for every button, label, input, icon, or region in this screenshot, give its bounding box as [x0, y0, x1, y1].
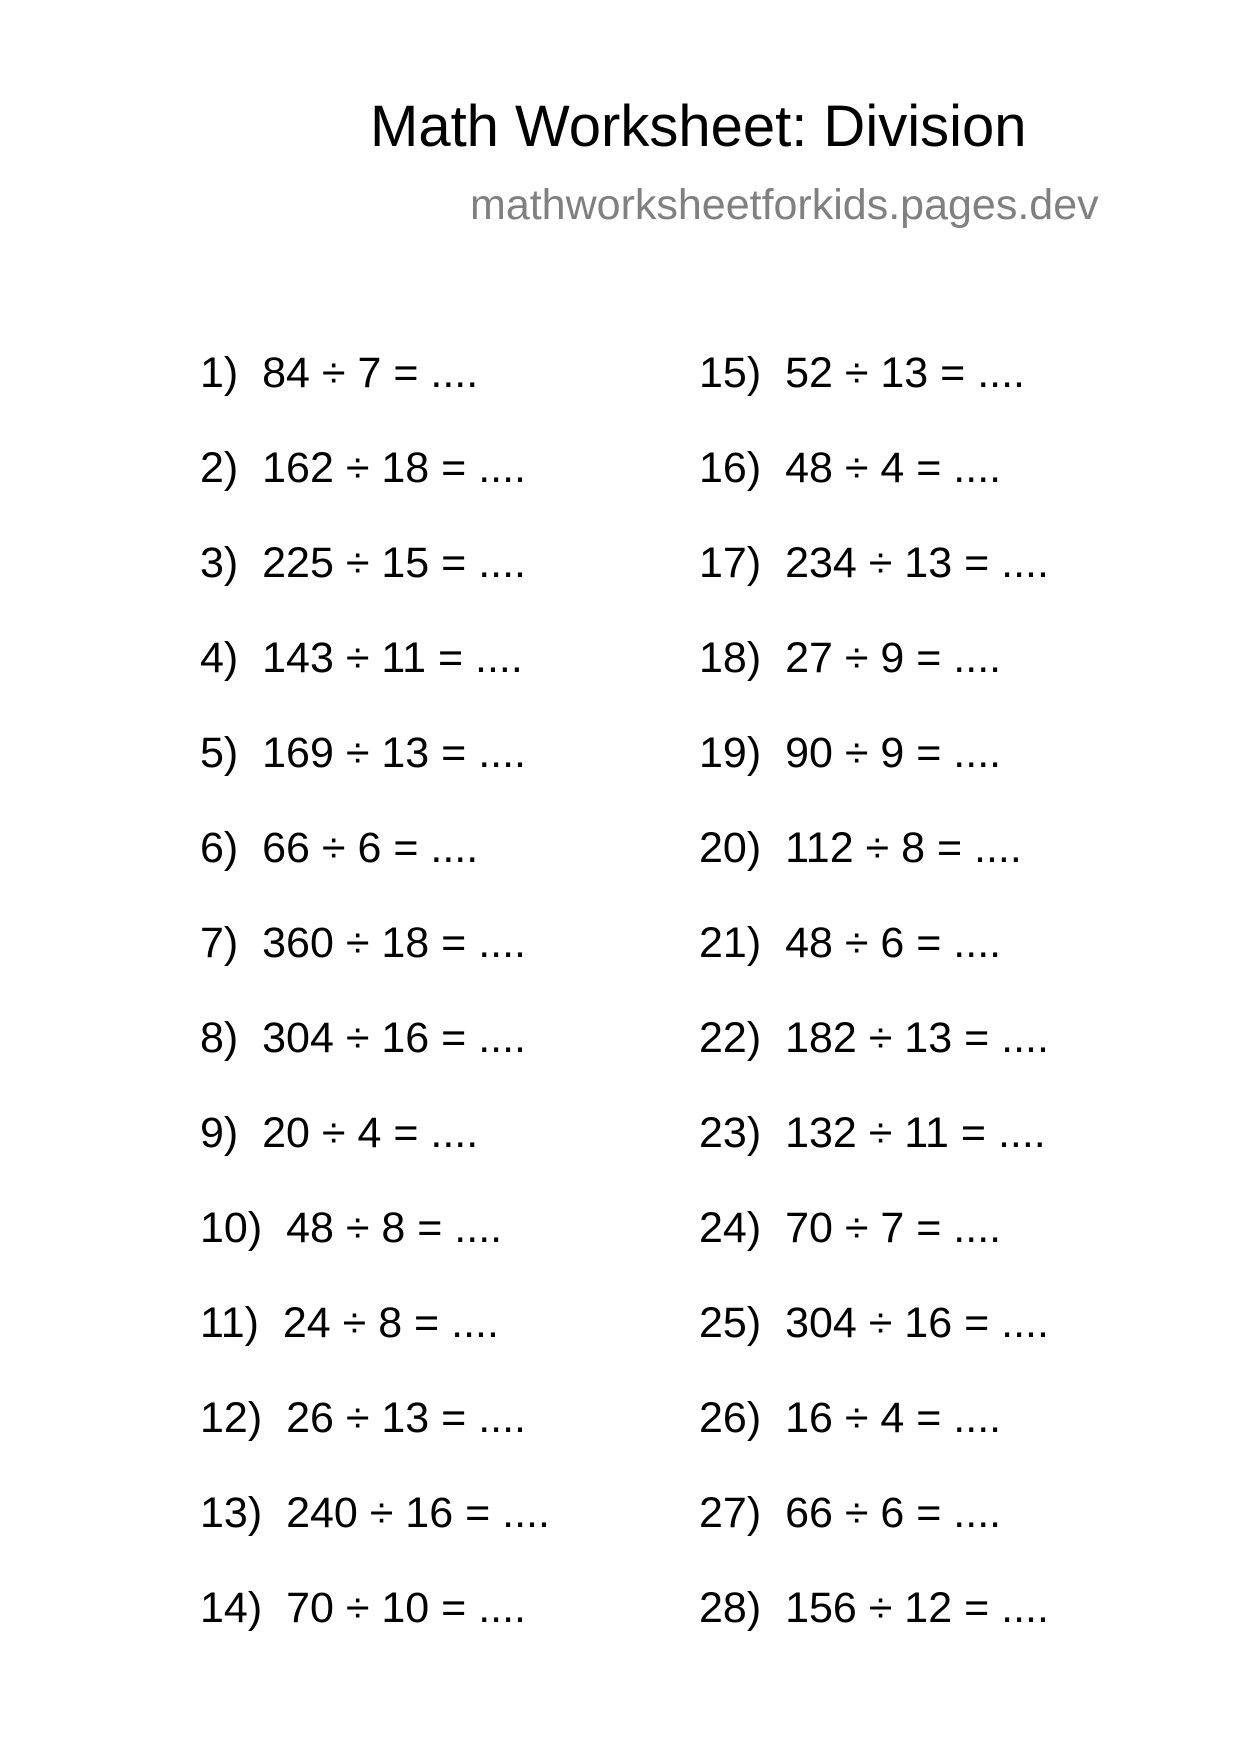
problem-expression: 143 ÷ 11 = ....	[262, 634, 523, 682]
problem-8	[200, 1014, 550, 1112]
problem-21	[699, 919, 1049, 1017]
problem-number: 17)	[699, 539, 762, 587]
problem-number: 5)	[200, 729, 239, 777]
page-title: Math Worksheet: Division	[370, 94, 1027, 159]
problem-28	[699, 1584, 1049, 1682]
problem-16	[699, 444, 1049, 542]
problem-12	[200, 1394, 550, 1492]
problem-3	[200, 539, 550, 637]
problem-number: 7)	[200, 919, 239, 967]
problem-number: 12)	[200, 1394, 263, 1442]
problem-expression: 48 ÷ 6 = ....	[785, 919, 1002, 967]
problem-expression: 66 ÷ 6 = ....	[262, 824, 479, 872]
problem-expression: 304 ÷ 16 = ....	[262, 1014, 526, 1062]
problem-17	[699, 539, 1049, 637]
problem-expression: 84 ÷ 7 = ....	[262, 349, 479, 397]
problem-number: 8)	[200, 1014, 239, 1062]
problem-24	[699, 1204, 1049, 1302]
site-url: mathworksheetforkids.pages.dev	[470, 181, 1099, 229]
problem-expression: 182 ÷ 13 = ....	[785, 1014, 1049, 1062]
problem-number: 24)	[699, 1204, 762, 1252]
problem-number: 11)	[200, 1299, 259, 1347]
problem-13	[200, 1489, 550, 1587]
problem-column-left	[200, 349, 550, 1682]
problem-20	[699, 824, 1049, 922]
problem-number: 25)	[699, 1299, 762, 1347]
problem-4	[200, 634, 550, 732]
problem-number: 15)	[699, 349, 762, 397]
problem-18	[699, 634, 1049, 732]
problem-number: 1)	[200, 349, 239, 397]
problem-expression: 169 ÷ 13 = ....	[262, 729, 526, 777]
problem-26	[699, 1394, 1049, 1492]
problem-number: 6)	[200, 824, 239, 872]
problem-number: 4)	[200, 634, 239, 682]
problem-expression: 66 ÷ 6 = ....	[785, 1489, 1002, 1537]
problem-11	[200, 1299, 550, 1397]
problem-expression: 27 ÷ 9 = ....	[785, 634, 1002, 682]
problem-expression: 240 ÷ 16 = ....	[286, 1489, 550, 1537]
problem-number: 19)	[699, 729, 762, 777]
problem-number: 23)	[699, 1109, 762, 1157]
problem-number: 3)	[200, 539, 239, 587]
problem-expression: 156 ÷ 12 = ....	[785, 1584, 1049, 1632]
problem-22	[699, 1014, 1049, 1112]
problem-number: 26)	[699, 1394, 762, 1442]
problem-expression: 112 ÷ 8 = ....	[785, 824, 1022, 872]
problem-15	[699, 349, 1049, 447]
problem-expression: 360 ÷ 18 = ....	[262, 919, 526, 967]
problem-number: 22)	[699, 1014, 762, 1062]
problem-expression: 48 ÷ 8 = ....	[286, 1204, 503, 1252]
problem-expression: 225 ÷ 15 = ....	[262, 539, 526, 587]
problem-expression: 70 ÷ 10 = ....	[286, 1584, 527, 1632]
problem-expression: 26 ÷ 13 = ....	[286, 1394, 527, 1442]
problem-number: 9)	[200, 1109, 239, 1157]
problem-expression: 304 ÷ 16 = ....	[785, 1299, 1049, 1347]
problem-expression: 52 ÷ 13 = ....	[785, 349, 1026, 397]
problem-5	[200, 729, 550, 827]
problem-expression: 70 ÷ 7 = ....	[785, 1204, 1002, 1252]
problem-23	[699, 1109, 1049, 1207]
problem-expression: 162 ÷ 18 = ....	[262, 444, 526, 492]
problem-14	[200, 1584, 550, 1682]
problem-6	[200, 824, 550, 922]
problem-9	[200, 1109, 550, 1207]
problem-number: 18)	[699, 634, 762, 682]
problem-10	[200, 1204, 550, 1302]
problem-number: 20)	[699, 824, 762, 872]
problem-1	[200, 349, 550, 447]
problem-19	[699, 729, 1049, 827]
problem-expression: 90 ÷ 9 = ....	[785, 729, 1002, 777]
problem-expression: 132 ÷ 11 = ....	[785, 1109, 1046, 1157]
problem-number: 27)	[699, 1489, 762, 1537]
problem-expression: 20 ÷ 4 = ....	[262, 1109, 479, 1157]
problem-number: 10)	[200, 1204, 263, 1252]
problem-column-right	[699, 349, 1049, 1682]
problem-number: 21)	[699, 919, 762, 967]
problem-number: 14)	[200, 1584, 263, 1632]
problem-expression: 48 ÷ 4 = ....	[785, 444, 1002, 492]
problem-number: 2)	[200, 444, 239, 492]
problem-expression: 234 ÷ 13 = ....	[785, 539, 1049, 587]
problem-27	[699, 1489, 1049, 1587]
problem-2	[200, 444, 550, 542]
problem-expression: 16 ÷ 4 = ....	[785, 1394, 1002, 1442]
problem-7	[200, 919, 550, 1017]
problem-number: 13)	[200, 1489, 263, 1537]
problem-25	[699, 1299, 1049, 1397]
problem-number: 28)	[699, 1584, 762, 1632]
problem-expression: 24 ÷ 8 = ....	[282, 1299, 499, 1347]
problem-number: 16)	[699, 444, 762, 492]
